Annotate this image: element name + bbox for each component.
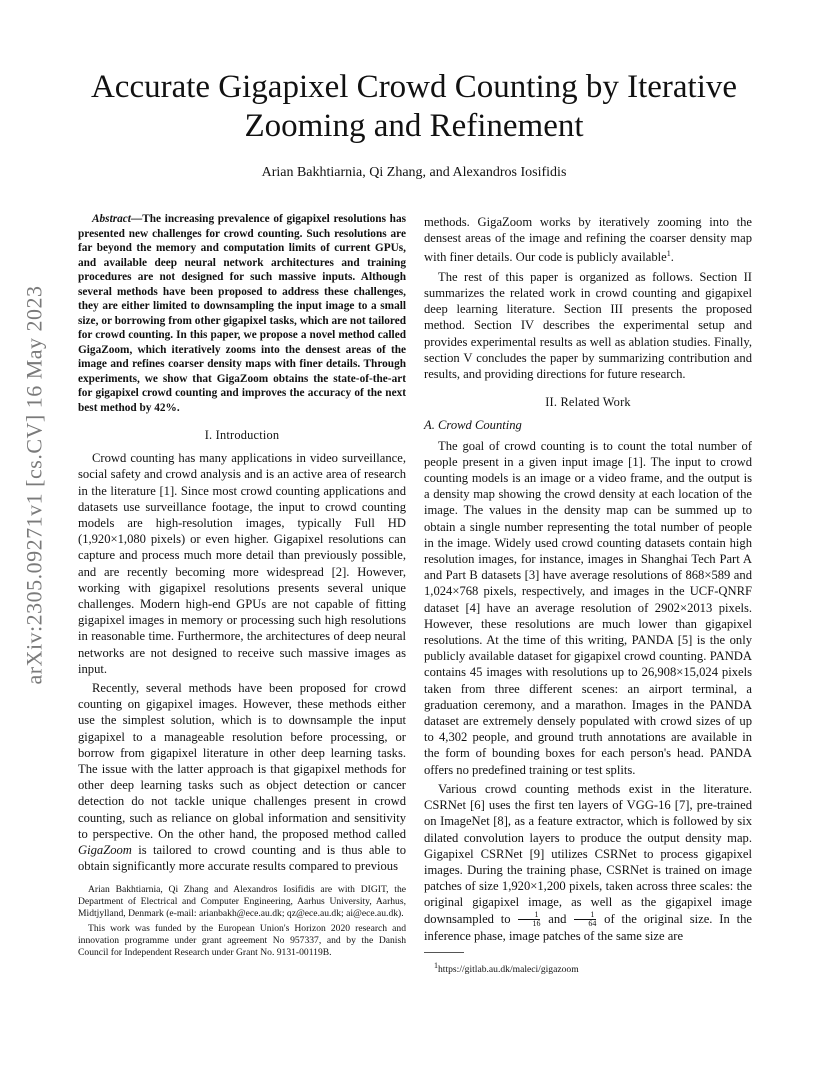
right-column: [424, 214, 752, 947]
related-work-paragraph-2: [424, 781, 752, 944]
intro-continuation-paragraph: [424, 214, 752, 266]
subsection-heading-crowd-counting: A. Crowd Counting: [424, 418, 522, 433]
paper-title: Accurate Gigapixel Crowd Counting by Iterative Zooming and Refinement: [90, 69, 738, 144]
intro-cont-end: .: [670, 250, 674, 265]
code-footnote-line: [424, 960, 752, 976]
intro-p2-text-b: is tailored to crowd counting and is thus able to obtain significantly more accurate results compared to previous: [78, 843, 406, 874]
fraction-2-denominator: 64: [588, 919, 597, 929]
arxiv-stamp-text: arXiv:2305.09271v1 [cs.CV] 16 May 2023: [22, 285, 48, 685]
funding-footnote: This work was funded by the European Union's Horizon 2020 research and innovation programme under grant agreement No 957337, and by the Danish Council for Independent Research under Grant No. 9131-00119B.: [78, 923, 406, 958]
arxiv-stamp: [20, 275, 50, 695]
code-repository-url[interactable]: https://gitlab.au.dk/maleci/gigazoom: [438, 964, 579, 976]
paper-organization-paragraph: The rest of this paper is organized as follows. Section II summarizes the related work in crowd counting and gigapixel deep learning literature. Section III presents the proposed method. Section IV describes the experimental setup and provides experimental results as well as ablation studies. Finally, section V concludes the paper by summarizing contribution and results, and providing directions for future research.: [424, 269, 752, 382]
abstract-label: Abstract: [92, 213, 131, 225]
section-heading-related-work: II. Related Work: [545, 395, 631, 410]
author-affiliation-footnote: Arian Bakhtiarnia, Qi Zhang and Alexandros Iosifidis are with DIGIT, the Department of Electrical and Computer Engineering, Aarhus University, Aarhus, Midtjylland, Denmark (e-mail: arianbakh@ece.au.dk; qz@ece.au.dk; ai@ece.au.dk).: [78, 884, 406, 919]
code-footnote-mark: 1: [434, 961, 438, 970]
fraction-1-numerator: 1: [518, 911, 540, 920]
footnote-divider: [424, 952, 464, 953]
fraction-1-denominator: 16: [532, 919, 541, 929]
paper-authors: Arian Bakhtiarnia, Qi Zhang, and Alexandros Iosifidis: [261, 165, 567, 180]
abstract-text: The increasing prevalence of gigapixel resolutions has presented new challenges for crowd counting. Such resolutions are far beyond the memory and computation limits of current GPUs, and available deep neural network architectures and training procedures are not designed for such massive inputs. Although several methods have been proposed to address these challenges, they are either limited to downsampling the input image to a small size, or borrowing from other gigapixel tasks, which are not tailored for crowd counting. In this paper, we propose a novel method called GigaZoom, which iteratively zooms into the densest areas of the image and refines coarser density maps with finer details. Through experiments, we show that GigaZoom obtains the state-of-the-art for gigapixel crowd counting and improves the accuracy of the next best method by 42%.: [78, 213, 406, 414]
rw-p2-and: and: [541, 911, 574, 926]
intro-p2-method-name: GigaZoom: [78, 843, 132, 858]
rw-p2-text-a: Various crowd counting methods exist in the literature. CSRNet [6] uses the first ten layers of VGG-16 [7], pre-trained on ImageNet [8], as a feature extractor, which is followed by six dilated convolution layers to produce the output density map. Gigapixel CSRNet [9] utilizes CSRNet to process gigapixel images. During the training phase, CSRNet is trained on image patches of size 1,920×1,200 pixels, taken across three scales: the original gigapixel image, as well as the gigapixel image downsampled to: [424, 781, 752, 926]
related-work-paragraph-1: The goal of crowd counting is to count the total number of people present in a given input image [1]. The input to crowd counting models is an image or a video frame, and the output is a density map showing the crowd density at each location of the image. The values in the density map can be summed up to obtain a single number representing the total number of people in the image. Widely used crowd counting datasets contain high resolution images, for instance, images in Shanghai Tech Part A and Part B datasets [3] have average resolutions of 868×589 and 1,024×768 pixels, respectively, and images in the UCF-QNRF dataset [4] have an average resolution of 2902×2013 pixels. However, these resolutions are much lower than gigapixel resolutions. At the time of this writing, PANDA [5] is the only publicly available dataset for gigapixel crowd counting. PANDA contains 45 images with resolutions up to 26,908×15,024 pixels taken from three different scenes: an airport terminal, a graduation ceremony, and a marathon. Images in the PANDA dataset are extremely densely populated with crowd sizes of up to 4,302 people, and ground truth annotations are available in the form of bounding boxes for each person's head. PANDA offers no predefined training or test splits.: [424, 438, 752, 777]
section-heading-introduction: I. Introduction: [204, 428, 280, 442]
intro-cont-text: methods. GigaZoom works by iteratively zooming into the densest areas of the image and refining the coarser density map with finer details. Our code is publicly available: [424, 215, 752, 265]
fraction-2-numerator: 1: [574, 911, 596, 920]
code-footnote: [424, 960, 752, 976]
fraction-one-sixty-fourth: [574, 911, 596, 928]
footnote-ref-1: 1: [666, 249, 671, 259]
abstract-dash: —: [130, 213, 143, 225]
intro-paragraph-1: Crowd counting has many applications in video surveillance, social safety and crowd analysis and is an active area of research in the literature [1]. Since most crowd counting applications and datasets use surveillance footage, the input to crowd counting models are high-resolution images, typically Full HD (1,920×1,080 pixels) or even higher. Gigapixel resolutions can capture and process much more detail than previously possible, and are recently becoming more widespread [2]. However, working with gigapixel resolutions presents several unique challenges. Modern high-end GPUs are not capable of fitting gigapixel images in memory or processing such high resolutions in reasonable time. Furthermore, the architectures of deep neural networks are not designed to receive such massive images as input.: [78, 451, 406, 676]
left-column: [78, 212, 406, 877]
fraction-one-sixteenth: [518, 911, 540, 928]
intro-p2-text-a: Recently, several methods have been proposed for crowd counting on gigapixel images. However, these methods either use the simplest solution, which is to downsample the input gigapixel to a manageable resolution before processing, or borrow from gigapixel literature in other deep learning tasks. The issue with the latter approach is that gigapixel methods for other deep learning tasks such as object detection or cancer detection do not tackle unique challenges present in crowd counting, such as reliance on global information and sensitivity to perspective. On the other hand, the proposed method called: [78, 681, 406, 841]
author-footnotes: [78, 884, 406, 962]
abstract: [78, 212, 406, 415]
rw-p2-text-b: of the original size. In the inference phase, image patches of the same size are: [424, 911, 752, 944]
intro-paragraph-2: [78, 680, 406, 874]
